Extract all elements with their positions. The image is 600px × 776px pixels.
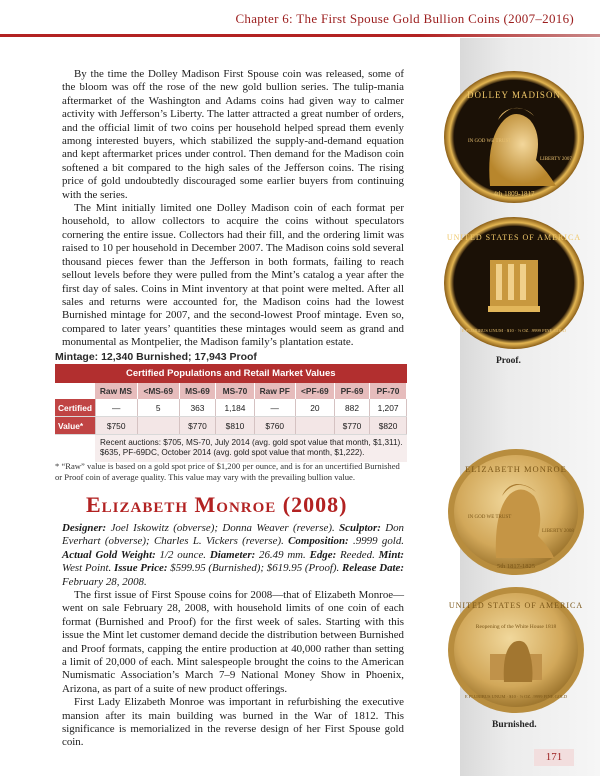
coin-liberty: LIBERTY 2007	[540, 157, 572, 162]
spec-key: Release Date:	[342, 562, 405, 575]
spec-value: 1/2 ounce.	[155, 548, 210, 561]
header-rule	[0, 34, 600, 37]
table-title: Certified Populations and Retail Market Values	[55, 364, 407, 383]
coin-text: Reopening of the White House 1818	[475, 624, 557, 630]
coin-liberty: LIBERTY 2008	[542, 529, 574, 534]
coin-legend: ELIZABETH MONROE	[465, 464, 567, 474]
row-label: Value*	[55, 417, 95, 435]
spec-key: Issue Price:	[113, 562, 168, 575]
paragraph: First Lady Elizabeth Monroe was important in refurbishing the executive mansion after its main building was burned in the War of 1812. This significance is memorialized in the reverse design of her First Spouse gold coin.	[62, 696, 404, 749]
spec-key: Diameter:	[209, 548, 256, 561]
spec-value: .9999 gold.	[348, 535, 404, 548]
table-cell: 5	[137, 399, 179, 417]
table-header: Raw PF	[254, 383, 295, 399]
madison-reverse-coin	[438, 214, 590, 352]
monroe-reverse-coin	[444, 584, 588, 716]
table-header: PF-69	[334, 383, 369, 399]
coin-bottom-legend: E PLURIBUS UNUM · $10 · ½ OZ. .9999 FINE GOLD	[464, 694, 568, 699]
mintage-line: Mintage: 12,340 Burnished; 17,943 Proof	[55, 351, 257, 363]
table-cell: $810	[216, 417, 254, 435]
coin-order: 5th 1817-1825	[496, 563, 536, 570]
table-cell: 20	[295, 399, 334, 417]
footnote: * “Raw” value is based on a gold spot price of $1,200 per ounce, and is for an uncertified Burnished or Proof coin of average quality. This value may vary with the prevailing bullion value.	[55, 461, 400, 482]
spec-value: $599.95 (Burnished); $619.95 (Proof).	[167, 562, 342, 575]
paragraph: By the time the Dolley Madison First Spouse coin was released, some of the bloom was off the rose of the new gold bullion series. The tulip-mania aftermarket of the Washington and Adams coins had given way to calmer activity with Jefferson’s Liberty. The latter attracted a great number of orders, and the official limit of two coins per household helped spread them evenly among interested buyers, which stabilized the supply-and-demand equation and kept aftermarket prices under control. Then demand for the Madison coin softened a bit compared to the high sales of the Jefferson coins. The rising price of gold undoubtedly discouraged some earlier buyers from continuing with the series.	[62, 68, 404, 201]
table-cell: $770	[179, 417, 216, 435]
spec-key: Composition:	[288, 535, 349, 548]
table-cell	[295, 417, 334, 435]
paragraph: The Mint initially limited one Dolley Madison coin of each format per household, to allow collectors to acquire the coins without speculators cornering the entire issue. Collectors had their fill, and the ordering limit was raised to 10 per household in December 2007. The Madison coins sold several thousand pieces fewer than the Jefferson in both formats, failing to reach sellout levels before they were pulled from the Mint’s catalog a year after the first day of sales. Coins in Mint inventory at that point were melted. After all sales and returns were accounted for, the Madison coins had the lowest Burnished mintage for 2007, and the second-lowest Proof mintage. Even so, compared to later years’ quantities these mintages would seem as grand and monumental as Montpelier, the Madison family’s plantation estate.	[62, 202, 404, 349]
spec-value: February 28, 2008.	[62, 575, 147, 588]
coin-order: 4th 1809-1817	[493, 190, 535, 198]
table-note: Recent auctions: $705, MS-70, July 2014 (avg. gold spot value that month, $1,311). $635, PF-69DC, October 2014 (avg. gold spot value that month, $1,222).	[95, 435, 407, 462]
spec-key: Sculptor:	[339, 522, 381, 534]
body-text-top	[62, 68, 404, 350]
coin-legend: UNITED STATES OF AMERICA	[446, 233, 582, 242]
coin-legend: DOLLEY MADISON	[467, 90, 561, 100]
table-cell	[137, 417, 179, 435]
table-cell: $820	[370, 417, 407, 435]
table-cell: 882	[334, 399, 369, 417]
caption-burnished: Burnished.	[492, 720, 537, 730]
table-header: MS-69	[179, 383, 216, 399]
table-cell: $750	[95, 417, 137, 435]
table-header: <MS-69	[137, 383, 179, 399]
table-header: Raw MS	[95, 383, 137, 399]
coin-motto: IN GOD WE TRUST	[468, 139, 512, 144]
monroe-obverse-coin	[444, 446, 588, 578]
chapter-title: Chapter 6: The First Spouse Gold Bullion Coins (2007–2016)	[235, 11, 574, 26]
table-row	[55, 417, 407, 435]
coin-bottom-legend: E PLURIBUS UNUM · $10 · ½ OZ. .9999 FINE GOLD	[461, 328, 567, 333]
row-label: Certified	[55, 399, 95, 417]
table-cell: 363	[179, 399, 216, 417]
spec-value: Joel Iskowitz (obverse); Donna Weaver (reverse).	[106, 522, 340, 534]
table-cell: 1,207	[370, 399, 407, 417]
caption-proof: Proof.	[496, 356, 521, 366]
table-cell: $760	[254, 417, 295, 435]
populations-table	[55, 364, 407, 462]
page-number: 171	[534, 749, 574, 766]
running-header	[0, 0, 600, 38]
paragraph: The first issue of First Spouse coins for 2008—that of Elizabeth Monroe—went on sale February 28, 2008, with household limits of one coin of each format (Burnished and Proof) for the first week of sales. Starting with this issue the Mint let customer demand decide the distribution between Burnished and Proof formats, capping the entire production at 40,000 rather than setting a limit of 20,000 of each. Mint salespeople brought the coins to the American Numismatic Association’s March 7–9 National Money Show in Phoenix, Arizona, as part of a suite of new product offerings.	[62, 589, 404, 695]
table-header: PF-70	[370, 383, 407, 399]
spec-value: West Point.	[62, 562, 114, 575]
spec-value: Don Everhart (obverse); Charles L. Vickers (reverse).	[62, 522, 404, 548]
table-cell: 1,184	[216, 399, 254, 417]
spec-key: Mint:	[378, 548, 405, 561]
madison-obverse-coin	[438, 68, 590, 206]
section-title: Elizabeth Monroe (2008)	[86, 492, 348, 517]
spec-value: 26.49 mm.	[255, 548, 310, 561]
coin-motto: IN GOD WE TRUST	[468, 515, 512, 520]
body-text-bottom	[62, 589, 404, 750]
spec-value: Reeded.	[336, 548, 379, 561]
coin-specs	[62, 522, 404, 589]
table-cell: —	[95, 399, 137, 417]
table-header: <PF-69	[295, 383, 334, 399]
table-cell: $770	[334, 417, 369, 435]
coin-legend: UNITED STATES OF AMERICA	[448, 601, 584, 610]
spec-key: Actual Gold Weight:	[62, 548, 156, 561]
table-row	[55, 399, 407, 417]
spec-key: Edge:	[309, 548, 337, 561]
table-header: MS-70	[216, 383, 254, 399]
spec-key: Designer:	[62, 522, 107, 534]
table-cell: —	[254, 399, 295, 417]
